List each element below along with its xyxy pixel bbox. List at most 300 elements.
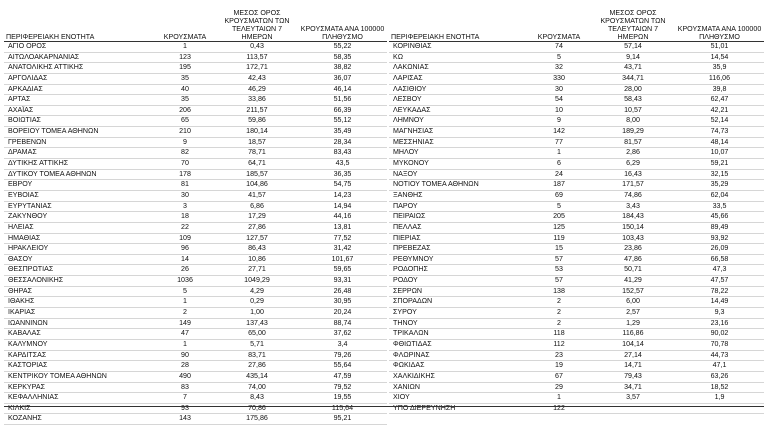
region-cell: ΘΕΣΠΡΩΤΙΑΣ: [4, 265, 154, 276]
per100k-cell: 47,3: [675, 265, 764, 276]
table-row: [4, 265, 387, 276]
table-row: [4, 339, 387, 350]
cases-cell: 1: [154, 339, 216, 350]
table-row: [4, 73, 387, 84]
avg7-cell: 79,43: [591, 371, 675, 382]
avg7-cell: 104,14: [591, 339, 675, 350]
table-row: [4, 190, 387, 201]
per100k-cell: 42,21: [675, 105, 764, 116]
per100k-cell: 32,15: [675, 169, 764, 180]
region-cell: ΧΙΟΥ: [389, 393, 527, 404]
region-cell: ΘΗΡΑΣ: [4, 286, 154, 297]
bottom-divider: [4, 406, 764, 407]
table-row: [389, 95, 764, 106]
table-row: [4, 159, 387, 170]
cases-cell: 15: [527, 244, 591, 255]
avg7-cell: 64,71: [216, 159, 298, 170]
avg7-cell: 116,86: [591, 329, 675, 340]
table-row: [4, 403, 387, 414]
per100k-cell: 55,22: [298, 42, 387, 53]
region-cell: ΚΑΣΤΟΡΙΑΣ: [4, 361, 154, 372]
table-row: [4, 382, 387, 393]
region-cell: ΠΙΕΡΙΑΣ: [389, 233, 527, 244]
cases-cell: 187: [527, 180, 591, 191]
per100k-cell: 59,65: [298, 265, 387, 276]
table-row: [4, 95, 387, 106]
region-cell: ΝΑΞΟΥ: [389, 169, 527, 180]
avg7-cell: 17,29: [216, 212, 298, 223]
per100k-cell: 14,94: [298, 201, 387, 212]
cases-cell: 149: [154, 318, 216, 329]
table-row: [4, 350, 387, 361]
cases-cell: 24: [527, 169, 591, 180]
region-cell: ΑΡΤΑΣ: [4, 95, 154, 106]
avg7-cell: 8,43: [216, 393, 298, 404]
per100k-cell: 43,5: [298, 159, 387, 170]
region-cell: ΚΙΛΚΙΣ: [4, 403, 154, 414]
per100k-cell: 88,74: [298, 318, 387, 329]
region-cell: ΥΠΟ ΔΙΕΡΕΥΝΗΣΗ: [389, 403, 527, 414]
per100k-cell: 101,67: [298, 254, 387, 265]
region-cell: ΛΗΜΝΟΥ: [389, 116, 527, 127]
per100k-cell: 55,64: [298, 361, 387, 372]
per100k-cell: 36,35: [298, 169, 387, 180]
table-row: [389, 276, 764, 287]
cases-header: ΚΡΟΥΣΜΑΤΑ: [154, 4, 216, 42]
cases-cell: 35: [154, 95, 216, 106]
table-row: [4, 276, 387, 287]
table-row: [4, 393, 387, 404]
cases-cell: 112: [527, 339, 591, 350]
avg7-cell: 70,86: [216, 403, 298, 414]
table-row: [4, 222, 387, 233]
per100k-cell: 78,22: [675, 286, 764, 297]
per100k-cell: 93,31: [298, 276, 387, 287]
per100k-cell: 115,64: [298, 403, 387, 414]
avg7-cell: 171,57: [591, 180, 675, 191]
per100k-cell: 62,47: [675, 95, 764, 106]
cases-cell: 40: [154, 84, 216, 95]
cases-cell: 2: [527, 318, 591, 329]
table-row: [4, 286, 387, 297]
table-row: [4, 148, 387, 159]
cases-cell: 206: [154, 105, 216, 116]
per100k-cell: 90,02: [675, 329, 764, 340]
table-row: [4, 116, 387, 127]
avg7-cell: 10,86: [216, 254, 298, 265]
per100k-cell: 70,78: [675, 339, 764, 350]
avg7-cell: 6,00: [591, 297, 675, 308]
region-cell: ΘΑΣΟΥ: [4, 254, 154, 265]
per100k-cell: 79,26: [298, 350, 387, 361]
region-cell: ΡΟΔΟΠΗΣ: [389, 265, 527, 276]
cases-cell: 74: [527, 42, 591, 53]
region-cell: ΒΟΙΩΤΙΑΣ: [4, 116, 154, 127]
per100k-cell: 47,57: [675, 276, 764, 287]
cases-cell: 2: [527, 297, 591, 308]
per100k-cell: 77,52: [298, 233, 387, 244]
cases-cell: 70: [154, 159, 216, 170]
region-cell: ΛΑΣΙΘΙΟΥ: [389, 84, 527, 95]
table-row: [4, 84, 387, 95]
region-cell: ΦΩΚΙΔΑΣ: [389, 361, 527, 372]
avg7-cell: 435,14: [216, 371, 298, 382]
per100k-cell: 45,66: [675, 212, 764, 223]
per100k-cell: 18,52: [675, 382, 764, 393]
per100k-cell: 48,14: [675, 137, 764, 148]
region-cell: ΑΡΚΑΔΙΑΣ: [4, 84, 154, 95]
avg7-cell: 27,86: [216, 361, 298, 372]
avg7-header: ΜΕΣΟΣ ΟΡΟΣ ΚΡΟΥΣΜΑΤΩΝ ΤΩΝ ΤΕΛΕΥΤΑΙΩΝ 7 ΗΜΕΡΩΝ: [216, 4, 298, 42]
cases-cell: 29: [527, 382, 591, 393]
table-row: [389, 201, 764, 212]
per100k-cell: 26,09: [675, 244, 764, 255]
avg7-cell: 16,43: [591, 169, 675, 180]
per100k-cell: 39,8: [675, 84, 764, 95]
region-cell: ΕΒΡΟΥ: [4, 180, 154, 191]
cases-cell: 143: [154, 414, 216, 425]
table-row: [389, 265, 764, 276]
avg7-cell: 1049,29: [216, 276, 298, 287]
avg7-cell: 81,57: [591, 137, 675, 148]
region-header: ΠΕΡΙΦΕΡΕΙΑΚΗ ΕΝΟΤΗΤΑ: [389, 4, 527, 42]
region-cell: ΛΕΥΚΑΔΑΣ: [389, 105, 527, 116]
region-cell: ΧΑΛΚΙΔΙΚΗΣ: [389, 371, 527, 382]
cases-cell: 32: [527, 63, 591, 74]
per100k-cell: 51,01: [675, 42, 764, 53]
region-cell: ΜΑΓΝΗΣΙΑΣ: [389, 127, 527, 138]
avg7-cell: 1,29: [591, 318, 675, 329]
avg7-cell: 27,14: [591, 350, 675, 361]
cases-cell: 1036: [154, 276, 216, 287]
table-row: [389, 84, 764, 95]
cases-cell: 125: [527, 222, 591, 233]
per100k-cell: 9,3: [675, 308, 764, 319]
per100k-cell: 1,9: [675, 393, 764, 404]
avg7-cell: 152,57: [591, 286, 675, 297]
avg7-cell: 14,71: [591, 361, 675, 372]
per100k-cell: 55,12: [298, 116, 387, 127]
avg7-cell: 74,00: [216, 382, 298, 393]
table-row: [4, 308, 387, 319]
avg7-cell: 103,43: [591, 233, 675, 244]
per100k-cell: 89,49: [675, 222, 764, 233]
region-cell: ΙΩΑΝΝΙΝΩΝ: [4, 318, 154, 329]
cases-cell: 30: [527, 84, 591, 95]
per100k-cell: 58,35: [298, 52, 387, 63]
avg7-cell: 113,57: [216, 52, 298, 63]
per100k-header: ΚΡΟΥΣΜΑΤΑ ΑΝΑ 100000 ΠΛΗΘΥΣΜΟ: [298, 4, 387, 42]
avg7-cell: 127,57: [216, 233, 298, 244]
cases-cell: 205: [527, 212, 591, 223]
region-cell: ΛΑΡΙΣΑΣ: [389, 73, 527, 84]
avg7-cell: 27,86: [216, 222, 298, 233]
region-cell: ΞΑΝΘΗΣ: [389, 190, 527, 201]
table-row: [4, 371, 387, 382]
table-row: [4, 212, 387, 223]
avg7-cell: 137,43: [216, 318, 298, 329]
table-row: [389, 297, 764, 308]
table-row: [389, 127, 764, 138]
table-row: [4, 63, 387, 74]
avg7-cell: 23,86: [591, 244, 675, 255]
region-cell: ΔΥΤΙΚΟΥ ΤΟΜΕΑ ΑΘΗΝΩΝ: [4, 169, 154, 180]
cases-cell: 18: [154, 212, 216, 223]
cases-cell: 178: [154, 169, 216, 180]
cases-cell: 118: [527, 329, 591, 340]
region-cell: ΘΕΣΣΑΛΟΝΙΚΗΣ: [4, 276, 154, 287]
table-row: [389, 339, 764, 350]
cases-cell: 54: [527, 95, 591, 106]
cases-cell: 69: [527, 190, 591, 201]
avg7-cell: [591, 403, 675, 414]
avg7-cell: 50,71: [591, 265, 675, 276]
table-row: [389, 148, 764, 159]
avg7-cell: 58,43: [591, 95, 675, 106]
table-row: [389, 63, 764, 74]
table-row: [389, 350, 764, 361]
avg7-header: ΜΕΣΟΣ ΟΡΟΣ ΚΡΟΥΣΜΑΤΩΝ ΤΩΝ ΤΕΛΕΥΤΑΙΩΝ 7 ΗΜΕΡΩΝ: [591, 4, 675, 42]
region-cell: ΦΛΩΡΙΝΑΣ: [389, 350, 527, 361]
table-row: [4, 127, 387, 138]
region-cell: ΚΑΡΔΙΤΣΑΣ: [4, 350, 154, 361]
table-row: [4, 329, 387, 340]
avg7-cell: 86,43: [216, 244, 298, 255]
table-row: [389, 371, 764, 382]
region-cell: ΓΡΕΒΕΝΩΝ: [4, 137, 154, 148]
cases-cell: 10: [527, 105, 591, 116]
per100k-cell: 52,14: [675, 116, 764, 127]
avg7-cell: 65,00: [216, 329, 298, 340]
region-cell: ΑΙΤΩΛΟΑΚΑΡΝΑΝΙΑΣ: [4, 52, 154, 63]
per100k-cell: 26,48: [298, 286, 387, 297]
region-cell: ΡΕΘΥΜΝΟΥ: [389, 254, 527, 265]
cases-cell: 57: [527, 276, 591, 287]
cases-cell: 5: [154, 286, 216, 297]
region-cell: ΚΟΖΑΝΗΣ: [4, 414, 154, 425]
per100k-cell: 10,07: [675, 148, 764, 159]
region-cell: ΚΩ: [389, 52, 527, 63]
per100k-cell: 14,54: [675, 52, 764, 63]
table-row: [389, 382, 764, 393]
table-row: [389, 42, 764, 53]
region-header: ΠΕΡΙΦΕΡΕΙΑΚΗ ΕΝΟΤΗΤΑ: [4, 4, 154, 42]
per100k-cell: 23,16: [675, 318, 764, 329]
region-cell: ΠΕΛΛΑΣ: [389, 222, 527, 233]
table-row: [389, 308, 764, 319]
avg7-cell: 5,71: [216, 339, 298, 350]
per100k-cell: 47,1: [675, 361, 764, 372]
cases-cell: 9: [154, 137, 216, 148]
per100k-cell: 38,82: [298, 63, 387, 74]
avg7-cell: 184,43: [591, 212, 675, 223]
per100k-cell: 14,49: [675, 297, 764, 308]
avg7-cell: 189,29: [591, 127, 675, 138]
table-row: [389, 233, 764, 244]
avg7-cell: 41,29: [591, 276, 675, 287]
avg7-cell: 43,71: [591, 63, 675, 74]
cases-cell: 22: [154, 222, 216, 233]
avg7-cell: 27,71: [216, 265, 298, 276]
region-cell: ΑΧΑΪΑΣ: [4, 105, 154, 116]
avg7-cell: 2,86: [591, 148, 675, 159]
avg7-cell: 3,43: [591, 201, 675, 212]
cases-cell: 67: [527, 371, 591, 382]
cases-cell: 330: [527, 73, 591, 84]
region-cell: ΚΑΒΑΛΑΣ: [4, 329, 154, 340]
cases-cell: 93: [154, 403, 216, 414]
per100k-cell: 14,23: [298, 190, 387, 201]
region-cell: ΚΕΡΚΥΡΑΣ: [4, 382, 154, 393]
per100k-cell: 54,75: [298, 180, 387, 191]
cases-header: ΚΡΟΥΣΜΑΤΑ: [527, 4, 591, 42]
table-row: [389, 393, 764, 404]
per100k-cell: 3,4: [298, 339, 387, 350]
table-row: [4, 105, 387, 116]
cases-cell: 83: [154, 382, 216, 393]
per100k-cell: 59,21: [675, 159, 764, 170]
region-cell: ΡΟΔΟΥ: [389, 276, 527, 287]
avg7-cell: 211,57: [216, 105, 298, 116]
table-row: [4, 318, 387, 329]
table-row: [389, 361, 764, 372]
table-row: [389, 116, 764, 127]
case-report-page: [4, 4, 764, 423]
region-cell: ΚΕΦΑΛΛΗΝΙΑΣ: [4, 393, 154, 404]
left-case-table: [4, 4, 387, 425]
region-cell: ΛΕΣΒΟΥ: [389, 95, 527, 106]
table-row: [389, 254, 764, 265]
avg7-cell: 3,57: [591, 393, 675, 404]
region-cell: ΠΕΙΡΑΙΩΣ: [389, 212, 527, 223]
avg7-cell: 34,71: [591, 382, 675, 393]
region-cell: ΙΚΑΡΙΑΣ: [4, 308, 154, 319]
cases-cell: 138: [527, 286, 591, 297]
region-cell: ΙΘΑΚΗΣ: [4, 297, 154, 308]
cases-cell: 14: [154, 254, 216, 265]
avg7-cell: 0,29: [216, 297, 298, 308]
avg7-cell: 33,86: [216, 95, 298, 106]
region-cell: ΜΕΣΣΗΝΙΑΣ: [389, 137, 527, 148]
region-cell: ΣΥΡΟΥ: [389, 308, 527, 319]
cases-cell: 19: [527, 361, 591, 372]
avg7-cell: 0,43: [216, 42, 298, 53]
cases-cell: 2: [527, 308, 591, 319]
region-cell: ΤΗΝΟΥ: [389, 318, 527, 329]
cases-cell: 28: [154, 361, 216, 372]
avg7-cell: 150,14: [591, 222, 675, 233]
table-row: [389, 159, 764, 170]
region-cell: ΔΥΤΙΚΗΣ ΑΤΤΙΚΗΣ: [4, 159, 154, 170]
table-row: [389, 212, 764, 223]
avg7-cell: 180,14: [216, 127, 298, 138]
cases-cell: 30: [154, 190, 216, 201]
table-row: [4, 201, 387, 212]
region-cell: ΣΕΡΡΩΝ: [389, 286, 527, 297]
avg7-cell: 2,57: [591, 308, 675, 319]
per100k-cell: 35,49: [298, 127, 387, 138]
table-row: [4, 137, 387, 148]
avg7-cell: 78,71: [216, 148, 298, 159]
right-table-body: [389, 42, 764, 414]
per100k-cell: 30,95: [298, 297, 387, 308]
cases-cell: 90: [154, 350, 216, 361]
avg7-cell: 10,57: [591, 105, 675, 116]
region-cell: ΧΑΝΙΩΝ: [389, 382, 527, 393]
avg7-cell: 9,14: [591, 52, 675, 63]
per100k-cell: 20,24: [298, 308, 387, 319]
region-cell: ΝΟΤΙΟΥ ΤΟΜΕΑ ΑΘΗΝΩΝ: [389, 180, 527, 191]
region-cell: ΠΡΕΒΕΖΑΣ: [389, 244, 527, 255]
region-cell: ΛΑΚΩΝΙΑΣ: [389, 63, 527, 74]
per100k-cell: 63,26: [675, 371, 764, 382]
region-cell: ΕΥΡΥΤΑΝΙΑΣ: [4, 201, 154, 212]
table-row: [4, 180, 387, 191]
cases-cell: 96: [154, 244, 216, 255]
region-cell: ΠΑΡΟΥ: [389, 201, 527, 212]
region-cell: ΕΥΒΟΙΑΣ: [4, 190, 154, 201]
cases-cell: 210: [154, 127, 216, 138]
table-row: [4, 52, 387, 63]
table-header-row: [4, 4, 387, 42]
cases-cell: 5: [527, 201, 591, 212]
region-cell: ΣΠΟΡΑΔΩΝ: [389, 297, 527, 308]
cases-cell: 26: [154, 265, 216, 276]
region-cell: ΖΑΚΥΝΘΟΥ: [4, 212, 154, 223]
per100k-cell: 74,73: [675, 127, 764, 138]
per100k-cell: 47,59: [298, 371, 387, 382]
region-cell: ΒΟΡΕΙΟΥ ΤΟΜΕΑ ΑΘΗΝΩΝ: [4, 127, 154, 138]
table-row: [389, 105, 764, 116]
region-cell: ΤΡΙΚΑΛΩΝ: [389, 329, 527, 340]
cases-cell: 490: [154, 371, 216, 382]
avg7-cell: 6,29: [591, 159, 675, 170]
cases-cell: 1: [527, 393, 591, 404]
per100k-cell: 13,81: [298, 222, 387, 233]
cases-cell: 1: [154, 42, 216, 53]
table-row: [389, 190, 764, 201]
avg7-cell: 46,29: [216, 84, 298, 95]
per100k-cell: 66,39: [298, 105, 387, 116]
avg7-cell: 172,71: [216, 63, 298, 74]
avg7-cell: 344,71: [591, 73, 675, 84]
avg7-cell: 74,86: [591, 190, 675, 201]
cases-cell: 35: [154, 73, 216, 84]
table-row: [389, 244, 764, 255]
per100k-cell: 66,58: [675, 254, 764, 265]
left-table-body: [4, 42, 387, 425]
cases-cell: 53: [527, 265, 591, 276]
avg7-cell: 59,86: [216, 116, 298, 127]
region-cell: ΗΡΑΚΛΕΙΟΥ: [4, 244, 154, 255]
cases-cell: 65: [154, 116, 216, 127]
table-row: [4, 244, 387, 255]
table-row: [389, 137, 764, 148]
avg7-cell: 47,86: [591, 254, 675, 265]
region-cell: ΚΕΝΤΡΙΚΟΥ ΤΟΜΕΑ ΑΘΗΝΩΝ: [4, 371, 154, 382]
table-row: [389, 52, 764, 63]
per100k-cell: 51,56: [298, 95, 387, 106]
per100k-cell: 35,29: [675, 180, 764, 191]
avg7-cell: 41,57: [216, 190, 298, 201]
table-row: [389, 286, 764, 297]
cases-cell: 77: [527, 137, 591, 148]
avg7-cell: 8,00: [591, 116, 675, 127]
avg7-cell: 28,00: [591, 84, 675, 95]
table-row: [4, 233, 387, 244]
region-cell: ΗΜΑΘΙΑΣ: [4, 233, 154, 244]
per100k-cell: 44,16: [298, 212, 387, 223]
